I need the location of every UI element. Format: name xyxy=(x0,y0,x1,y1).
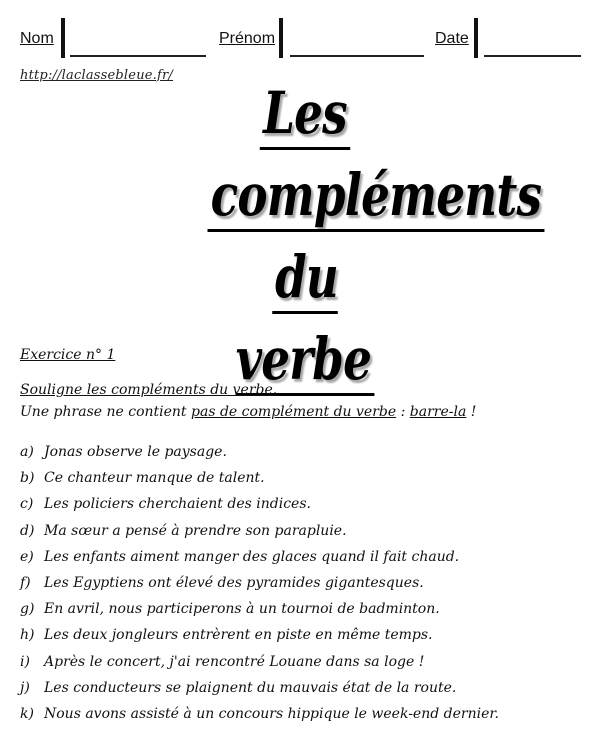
list-item: f) Les Egyptiens ont élevé des pyramides gigantesques. xyxy=(20,574,424,591)
prenom-label: Prénom xyxy=(219,30,276,47)
list-item: c) Les policiers cherchaient des indices. xyxy=(20,496,311,513)
nom-divider xyxy=(61,18,65,58)
instruction-cross-out: Une phrase ne contient pas de complément du verbe : barre-la ! xyxy=(20,404,477,420)
date-label: Date xyxy=(435,30,469,47)
source-url-link[interactable]: http://laclassebleue.fr/ xyxy=(20,68,173,83)
title-line-2: compléments xyxy=(208,154,403,236)
title-line-3: du verbe xyxy=(208,236,403,400)
header-fields xyxy=(0,0,608,70)
list-item: h) Les deux jongleurs entrèrent en piste en même temps. xyxy=(20,627,433,644)
list-item: k) Nous avons assisté à un concours hippique le week-end dernier. xyxy=(20,705,499,722)
nom-label: Nom xyxy=(20,30,54,47)
list-item: d) Ma sœur a pensé à prendre son parapluie. xyxy=(20,522,347,539)
list-item: e) Les enfants aiment manger des glaces quand il fait chaud. xyxy=(20,548,460,565)
prenom-divider xyxy=(279,18,283,58)
exercise-heading: Exercice n° 1 xyxy=(20,347,116,363)
sentence-list xyxy=(20,441,600,729)
prenom-field-line[interactable] xyxy=(290,55,424,57)
page-title xyxy=(180,72,542,393)
title-line-1: Les xyxy=(208,72,403,154)
nom-field-line[interactable] xyxy=(70,55,206,57)
list-item: b) Ce chanteur manque de talent. xyxy=(20,470,265,487)
list-item: g) En avril, nous participerons à un tournoi de badminton. xyxy=(20,601,440,618)
date-divider xyxy=(474,18,478,58)
list-item: a) Jonas observe le paysage. xyxy=(20,444,227,460)
list-item: i) Après le concert, j'ai rencontré Louane dans sa loge ! xyxy=(20,653,425,670)
instruction-underline: Souligne les compléments du verbe. xyxy=(20,382,278,398)
date-field-line[interactable] xyxy=(484,55,581,57)
list-item: j) Les conducteurs se plaignent du mauvais état de la route. xyxy=(20,679,457,696)
